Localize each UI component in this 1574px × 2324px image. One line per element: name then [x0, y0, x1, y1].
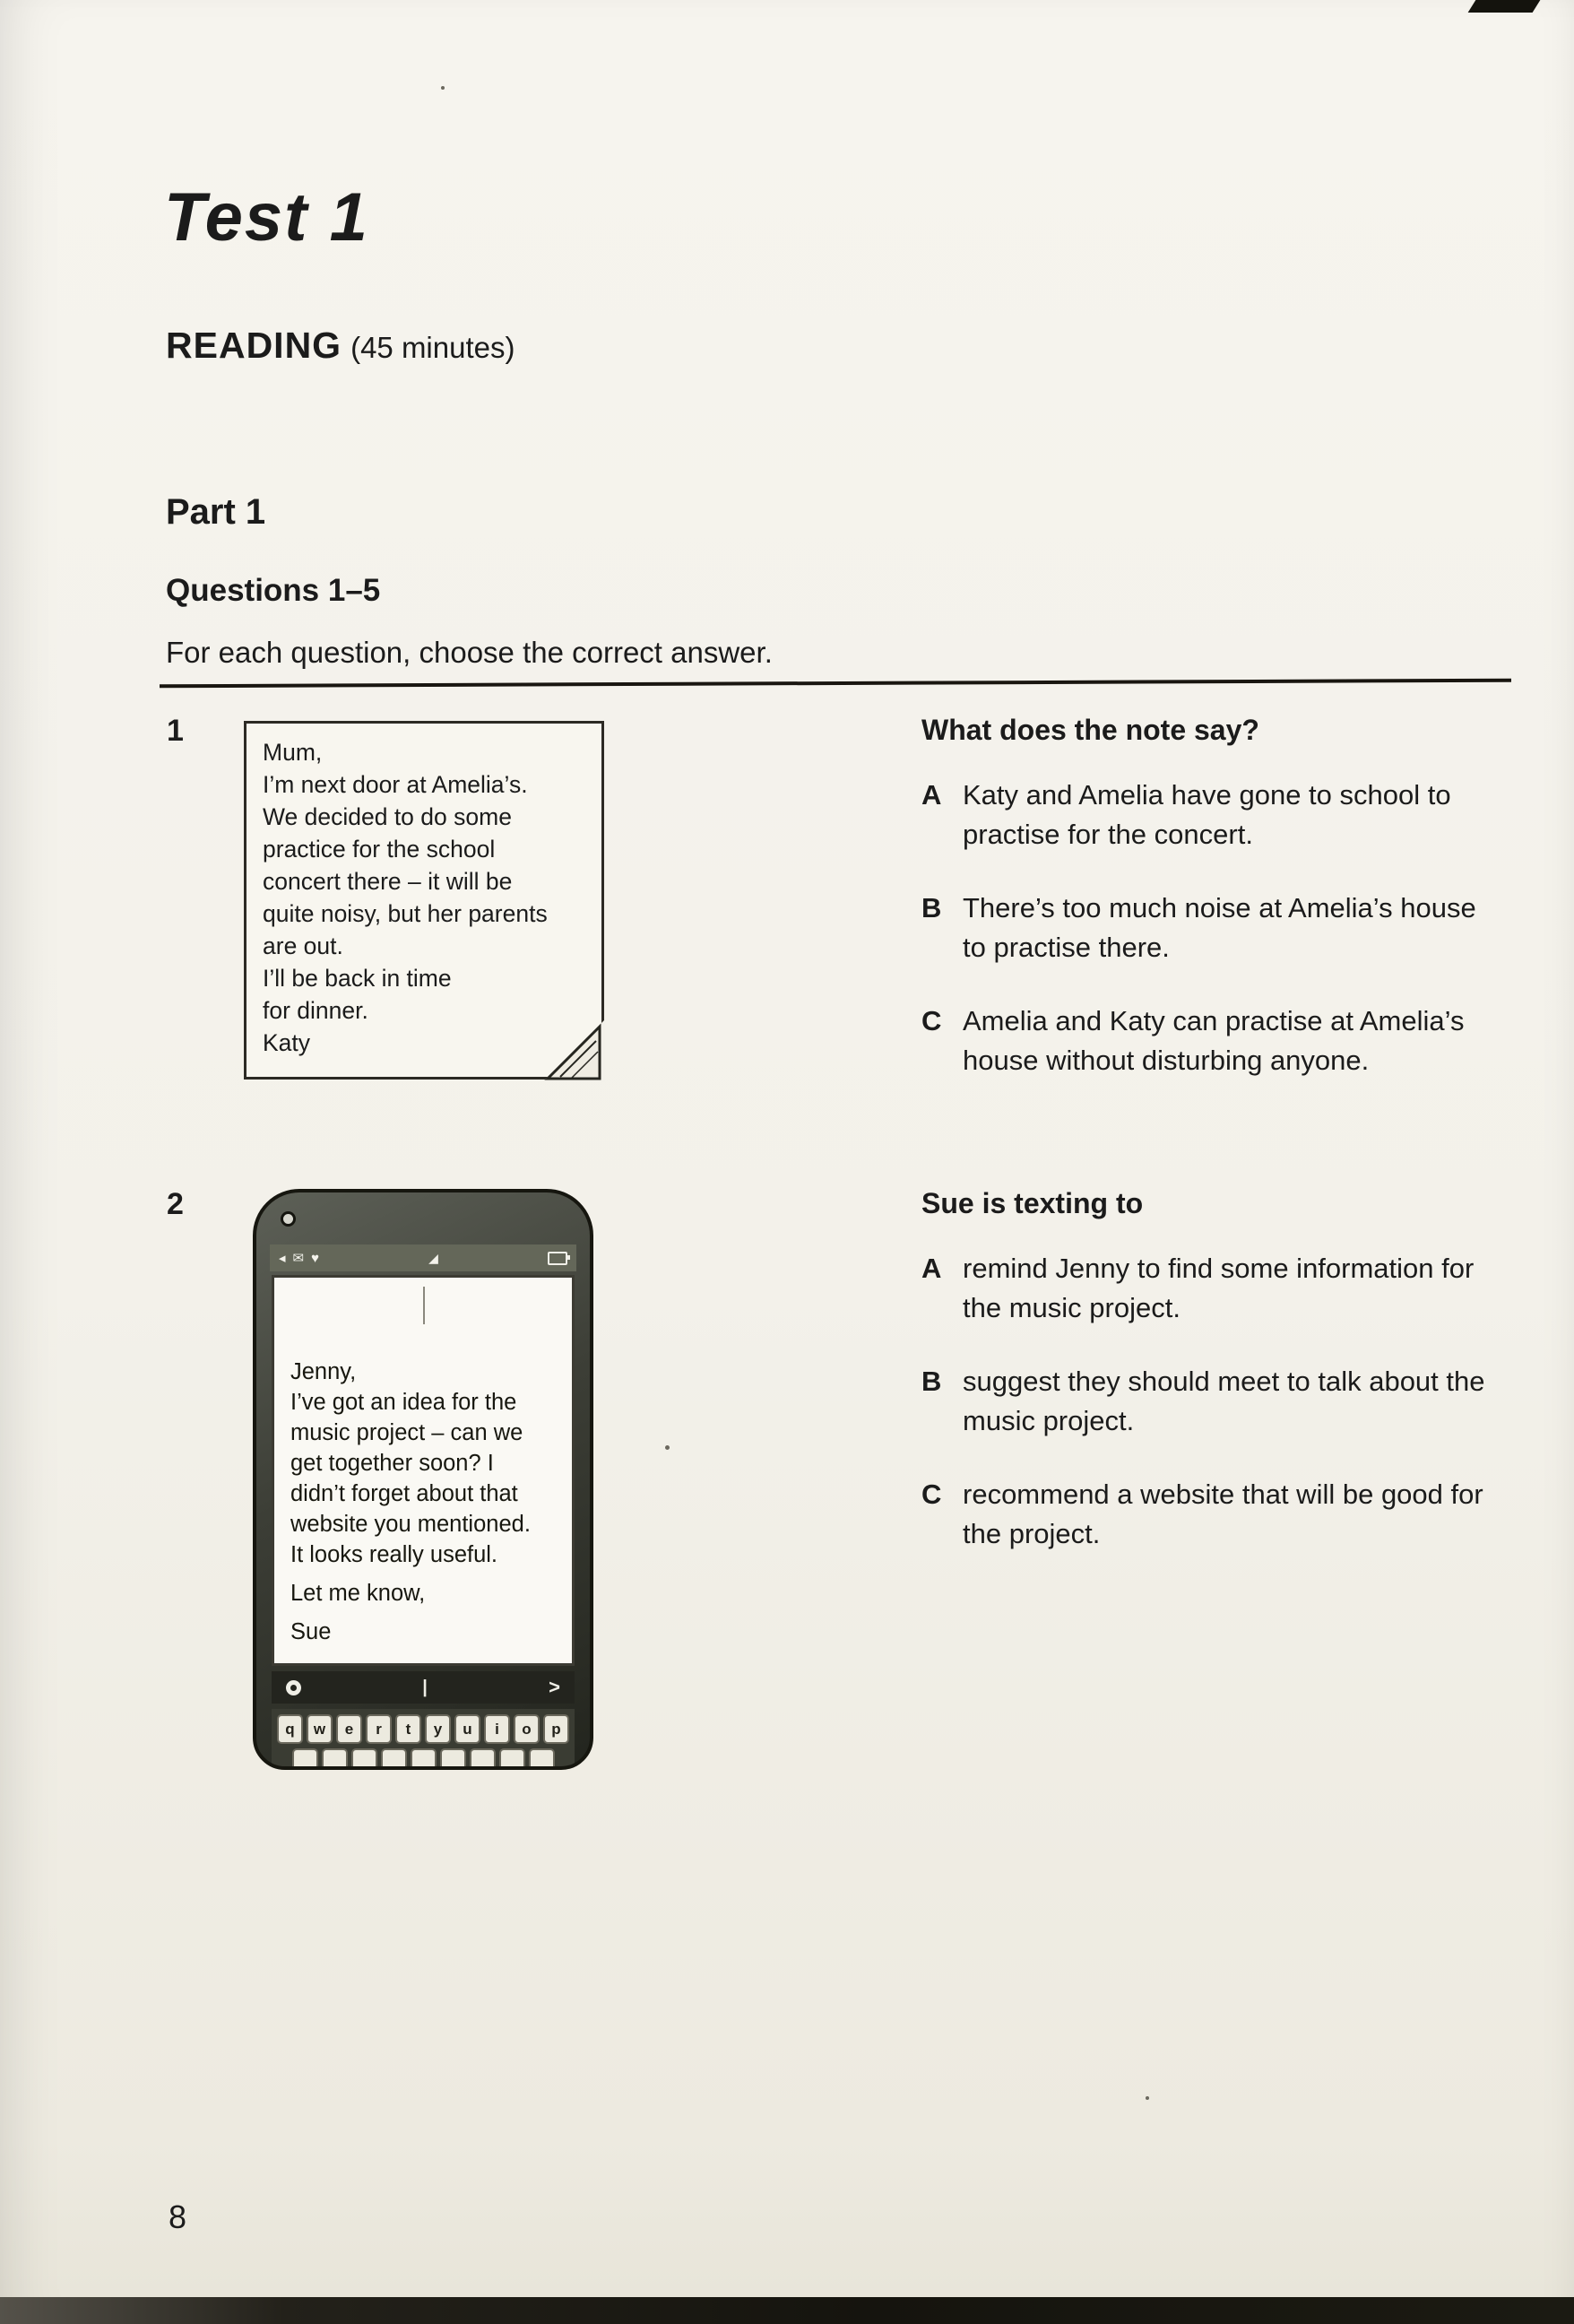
cursor-icon: | — [422, 1677, 428, 1697]
keyboard-key-partial — [351, 1748, 377, 1770]
section-heading — [166, 325, 515, 367]
scan-speck — [441, 86, 445, 90]
message-line: website you mentioned. — [290, 1512, 531, 1537]
question-2-stem: Sue is texting to — [921, 1187, 1144, 1219]
question-1-number: 1 — [167, 714, 184, 748]
forward-icon: > — [549, 1676, 560, 1698]
phone-nav-bar — [272, 1671, 575, 1704]
keyboard-key-partial — [292, 1748, 318, 1770]
keyboard-key: u — [454, 1714, 480, 1744]
option-row-a — [921, 776, 1520, 854]
battery-icon — [548, 1252, 567, 1265]
page-title: Test 1 — [164, 178, 369, 256]
option-letter: C — [921, 1005, 942, 1036]
option-text: Amelia and Katy can practise at Amelia’s house without disturbing anyone. — [963, 1005, 1465, 1076]
scan-speck — [1146, 2096, 1149, 2100]
question-1-answers — [921, 714, 1520, 1114]
phone-status-bar — [270, 1244, 576, 1271]
note-line: for dinner. — [263, 997, 368, 1024]
questions-range-heading: Questions 1–5 — [166, 573, 381, 608]
note-line: concert there – it will be — [263, 868, 513, 895]
keyboard-key: i — [484, 1714, 510, 1744]
keyboard-key: o — [514, 1714, 540, 1744]
option-text: suggest they should meet to talk about the music project. — [963, 1366, 1485, 1436]
message-screen — [272, 1275, 575, 1666]
page-curl-icon — [530, 1016, 605, 1082]
option-text: There’s too much noise at Amelia’s house to practise there. — [963, 892, 1476, 963]
option-row-a — [921, 1249, 1520, 1328]
keyboard-key: q — [277, 1714, 303, 1744]
keyboard-row-2-partial — [274, 1748, 572, 1770]
note-stimulus — [244, 721, 604, 1080]
heart-icon: ♥ — [311, 1250, 320, 1266]
message-line: didn’t forget about that — [290, 1481, 518, 1506]
option-row-c — [921, 1002, 1520, 1080]
status-icons — [279, 1250, 319, 1266]
note-line: I’m next door at Amelia’s. — [263, 771, 528, 798]
keyboard-key-partial — [440, 1748, 466, 1770]
message-line: Sue — [290, 1619, 332, 1644]
option-text: remind Jenny to find some information for the music project. — [963, 1253, 1475, 1323]
phone-keyboard — [272, 1709, 575, 1770]
question-2-answers — [921, 1187, 1520, 1588]
section-heading-label: READING — [166, 325, 342, 366]
camera-dot-icon — [283, 1214, 293, 1224]
option-letter: A — [921, 1253, 942, 1284]
keyboard-key-partial — [470, 1748, 496, 1770]
instructions-text: For each question, choose the correct answer. — [166, 636, 773, 669]
option-text: Katy and Amelia have gone to school to practise for the concert. — [963, 779, 1451, 850]
message-line: get together soon? I — [290, 1451, 494, 1476]
message-line: Let me know, — [290, 1581, 426, 1606]
note-line: Mum, — [263, 739, 323, 766]
scan-speck — [665, 1445, 670, 1450]
keyboard-key: w — [307, 1714, 333, 1744]
question-1-stem: What does the note say? — [921, 714, 1259, 746]
mail-icon: ✉ — [292, 1251, 305, 1266]
message-line: Jenny, — [290, 1359, 357, 1384]
keyboard-key-partial — [381, 1748, 407, 1770]
keyboard-key-partial — [499, 1748, 525, 1770]
question-2-number: 2 — [167, 1187, 184, 1221]
message-line: music project – can we — [290, 1420, 523, 1445]
scan-artifact-top — [1468, 0, 1541, 13]
keyboard-key-partial — [411, 1748, 437, 1770]
keyboard-row-1 — [274, 1714, 572, 1744]
note-line: I’ll be back in time — [263, 965, 452, 992]
option-letter: B — [921, 892, 942, 924]
keyboard-key: t — [395, 1714, 421, 1744]
option-letter: C — [921, 1479, 942, 1510]
message-line: I’ve got an idea for the — [290, 1390, 517, 1415]
option-row-c — [921, 1475, 1520, 1554]
back-icon: ◂ — [279, 1251, 286, 1266]
option-text: recommend a website that will be good for the project. — [963, 1479, 1483, 1549]
option-row-b — [921, 1362, 1520, 1441]
note-line: Katy — [263, 1029, 311, 1056]
phone-illustration — [253, 1189, 593, 1770]
message-line: It looks really useful. — [290, 1542, 498, 1567]
option-row-b — [921, 889, 1520, 967]
camera-icon — [286, 1680, 301, 1695]
text-cursor — [423, 1287, 425, 1324]
keyboard-key-partial — [529, 1748, 555, 1770]
keyboard-key: y — [425, 1714, 451, 1744]
keyboard-key: r — [366, 1714, 392, 1744]
note-line: We decided to do some — [263, 803, 512, 830]
note-line: quite noisy, but her parents — [263, 900, 548, 927]
note-line: are out. — [263, 932, 343, 959]
divider-rule — [160, 679, 1511, 689]
option-letter: B — [921, 1366, 942, 1397]
keyboard-key: e — [336, 1714, 362, 1744]
section-time: (45 minutes) — [350, 331, 515, 364]
keyboard-key-partial — [322, 1748, 348, 1770]
option-letter: A — [921, 779, 942, 811]
scan-artifact-bottom — [0, 2297, 1574, 2324]
note-line: practice for the school — [263, 836, 496, 863]
keyboard-key: p — [543, 1714, 569, 1744]
page-number: 8 — [169, 2198, 187, 2235]
part-heading: Part 1 — [166, 492, 266, 533]
signal-icon: ◢ — [428, 1250, 438, 1265]
